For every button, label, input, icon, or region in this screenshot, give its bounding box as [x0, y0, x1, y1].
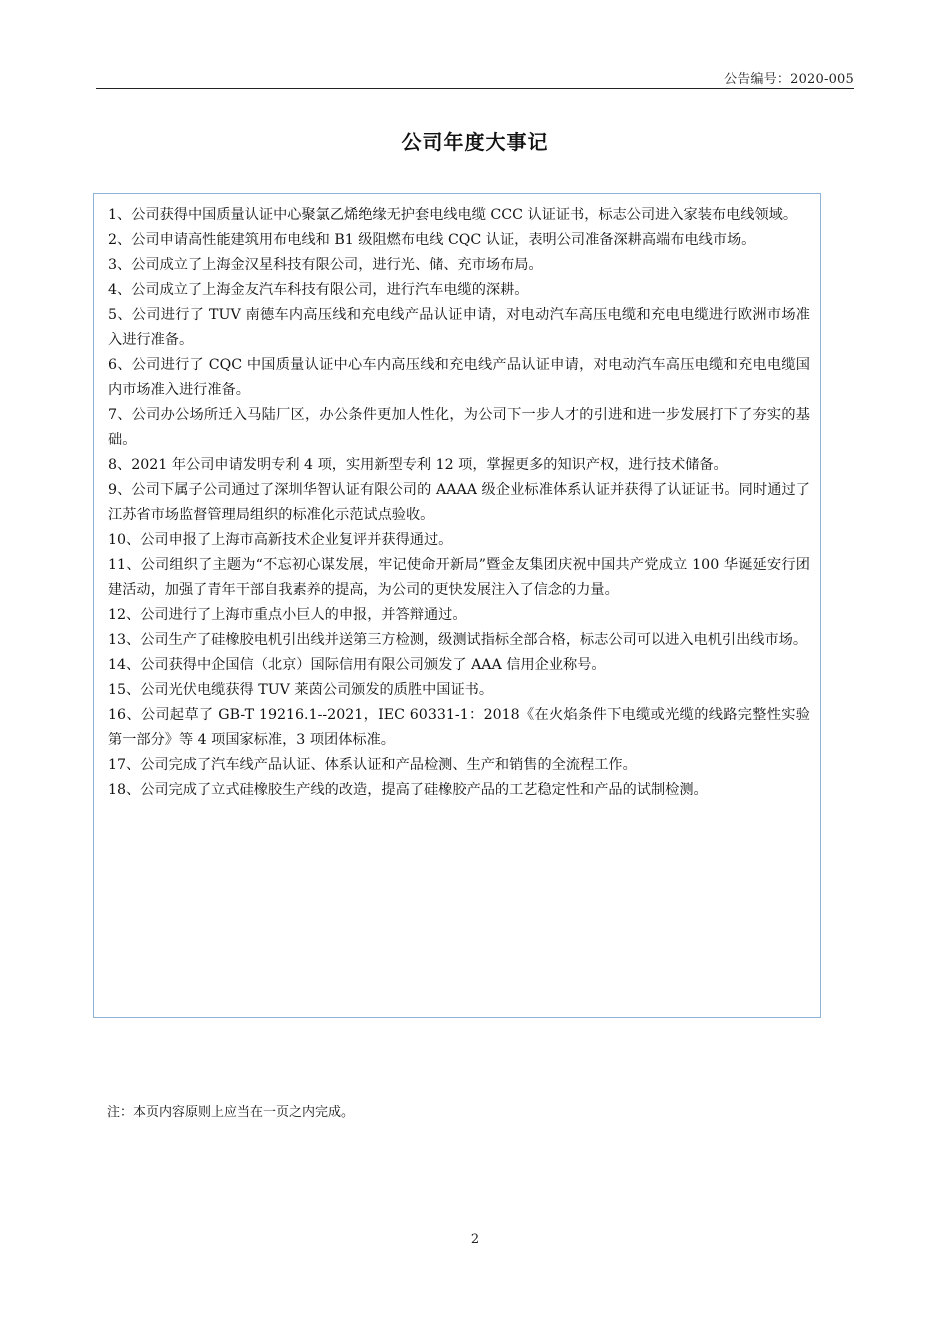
event-item: 17、公司完成了汽车线产品认证、体系认证和产品检测、生产和销售的全流程工作。: [108, 757, 637, 773]
event-item: 7、公司办公场所迁入马陆厂区，办公条件更加人性化，为公司下一步人才的引进和进一步发展打下了夯实的基础。: [108, 407, 810, 448]
event-item: 1、公司获得中国质量认证中心聚氯乙烯绝缘无护套电线电缆 CCC 认证证书，标志公司进入家装布电线领域。: [108, 207, 798, 223]
event-item: 12、公司进行了上海市重点小巨人的申报，并答辩通过。: [108, 607, 467, 623]
event-item: 11、公司组织了主题为“不忘初心谋发展，牢记使命开新局”暨金友集团庆祝中国共产党成立 100 华诞延安行团建活动，加强了青年干部自我素养的提高，为公司的更快发展注入了信念的力量。: [108, 557, 810, 598]
event-item: 14、公司获得中企国信（北京）国际信用有限公司颁发了 AAA 信用企业称号。: [108, 657, 606, 673]
event-item: 10、公司申报了上海市高新技术企业复评并获得通过。: [108, 532, 453, 548]
event-item: 2、公司申请高性能建筑用布电线和 B1 级阻燃布电线 CQC 认证，表明公司准备深耕高端布电线市场。: [108, 232, 756, 248]
event-item: 9、公司下属子公司通过了深圳华智认证有限公司的 AAAA 级企业标准体系认证并获得了认证证书。同时通过了江苏省市场监督管理局组织的标准化示范试点验收。: [108, 482, 810, 523]
event-item: 18、公司完成了立式硅橡胶生产线的改造，提高了硅橡胶产品的工艺稳定性和产品的试制检测。: [108, 782, 708, 798]
event-item: 15、公司光伏电缆获得 TUV 莱茵公司颁发的质胜中国证书。: [108, 682, 494, 698]
header-divider: [96, 88, 854, 89]
page-title: 公司年度大事记: [401, 130, 549, 154]
event-item: 3、公司成立了上海金汉星科技有限公司，进行光、储、充市场布局。: [108, 257, 543, 273]
page-number: 2: [470, 1232, 480, 1247]
footnote: 注：本页内容原则上应当在一页之内完成。: [107, 1105, 355, 1120]
announcement-number: 公告编号：2020-005: [724, 72, 854, 87]
event-item: 6、公司进行了 CQC 中国质量认证中心车内高压线和充电线产品认证申请，对电动汽车高压电缆和充电电缆国内市场准入进行准备。: [108, 357, 810, 398]
event-item: 5、公司进行了 TUV 南德车内高压线和充电线产品认证申请，对电动汽车高压电缆和充电电缆进行欧洲市场准入进行准备。: [108, 307, 810, 348]
event-item: 4、公司成立了上海金友汽车科技有限公司，进行汽车电缆的深耕。: [108, 282, 529, 298]
events-box: [93, 193, 821, 1018]
event-item: 13、公司生产了硅橡胶电机引出线并送第三方检测，级测试指标全部合格，标志公司可以进入电机引出线市场。: [108, 632, 808, 648]
event-item: 8、2021 年公司申请发明专利 4 项，实用新型专利 12 项，掌握更多的知识产权，进行技术储备。: [108, 457, 728, 473]
event-item: 16、公司起草了 GB-T 19216.1--2021，IEC 60331-1：2018《在火焰条件下电缆或光缆的线路完整性实验第一部分》等 4 项国家标准，3 项团体标准。: [108, 707, 810, 748]
